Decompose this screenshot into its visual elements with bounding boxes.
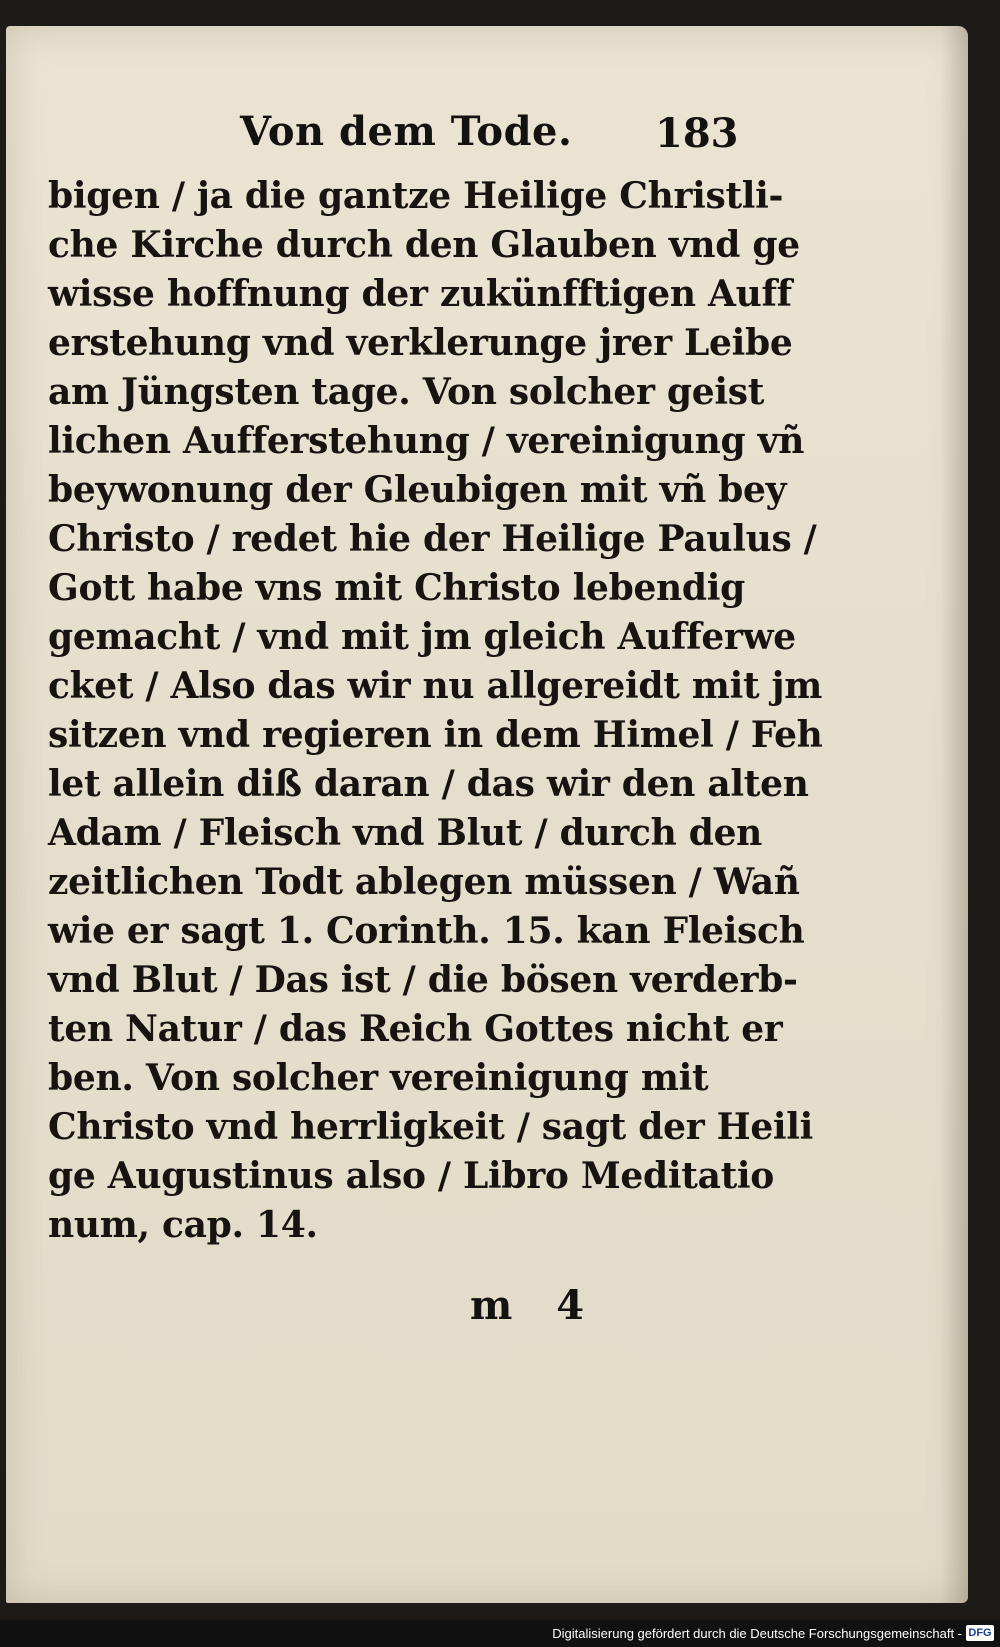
text-line: che Kirche durch den Glauben vnd ge [48, 224, 800, 266]
signature-mark: m 4 [470, 1282, 585, 1329]
text-line: sitzen vnd regieren in dem Himel / Feh [48, 714, 823, 756]
text-line: Christo / redet hie der Heilige Paulus / [48, 518, 817, 560]
text-line: wie er sagt 1. Corinth. 15. kan Fleisch [48, 910, 805, 952]
text-line: vnd Blut / Das ist / die bösen verderb- [48, 959, 798, 1001]
body-text [48, 172, 823, 1250]
dfg-logo-icon: DFG [966, 1625, 994, 1641]
footer-bar [0, 1620, 1000, 1647]
text-line: let allein diß daran / das wir den alten [48, 763, 809, 805]
text-line: ge Augustinus also / Libro Meditatio [48, 1155, 775, 1197]
text-line: lichen Aufferstehung / vereinigung vñ [48, 420, 805, 462]
page-number: 183 [655, 110, 739, 157]
text-line: Christo vnd herrligkeit / sagt der Heili [48, 1106, 814, 1148]
text-line: beywonung der Gleubigen mit vñ bey [48, 469, 787, 511]
text-line: erstehung vnd verklerunge jrer Leibe [48, 322, 793, 364]
text-line: Gott habe vns mit Christo lebendig [48, 567, 746, 609]
text-line: gemacht / vnd mit jm gleich Aufferwe [48, 616, 796, 658]
text-line: ten Natur / das Reich Gottes nicht er [48, 1008, 783, 1050]
text-line: Adam / Fleisch vnd Blut / durch den [48, 812, 763, 854]
text-line: am Jüngsten tage. Von solcher geist [48, 371, 765, 413]
running-head [50, 108, 739, 168]
running-head-title: Von dem Tode. [240, 108, 573, 155]
text-line: num, cap. 14. [48, 1204, 318, 1246]
page-edge-shadow [940, 26, 968, 1603]
text-line: ben. Von solcher vereinigung mit [48, 1057, 709, 1099]
digitization-credit: Digitalisierung gefördert durch die Deutsche Forschungsgemeinschaft - [552, 1626, 962, 1641]
text-line: cket / Also das wir nu allgereidt mit jm [48, 665, 823, 707]
text-line: bigen / ja die gantze Heilige Christli- [48, 175, 784, 217]
text-line: zeitlichen Todt ablegen müssen / Wañ [48, 861, 800, 903]
text-line: wisse hoffnung der zukünfftigen Auff [48, 273, 792, 315]
